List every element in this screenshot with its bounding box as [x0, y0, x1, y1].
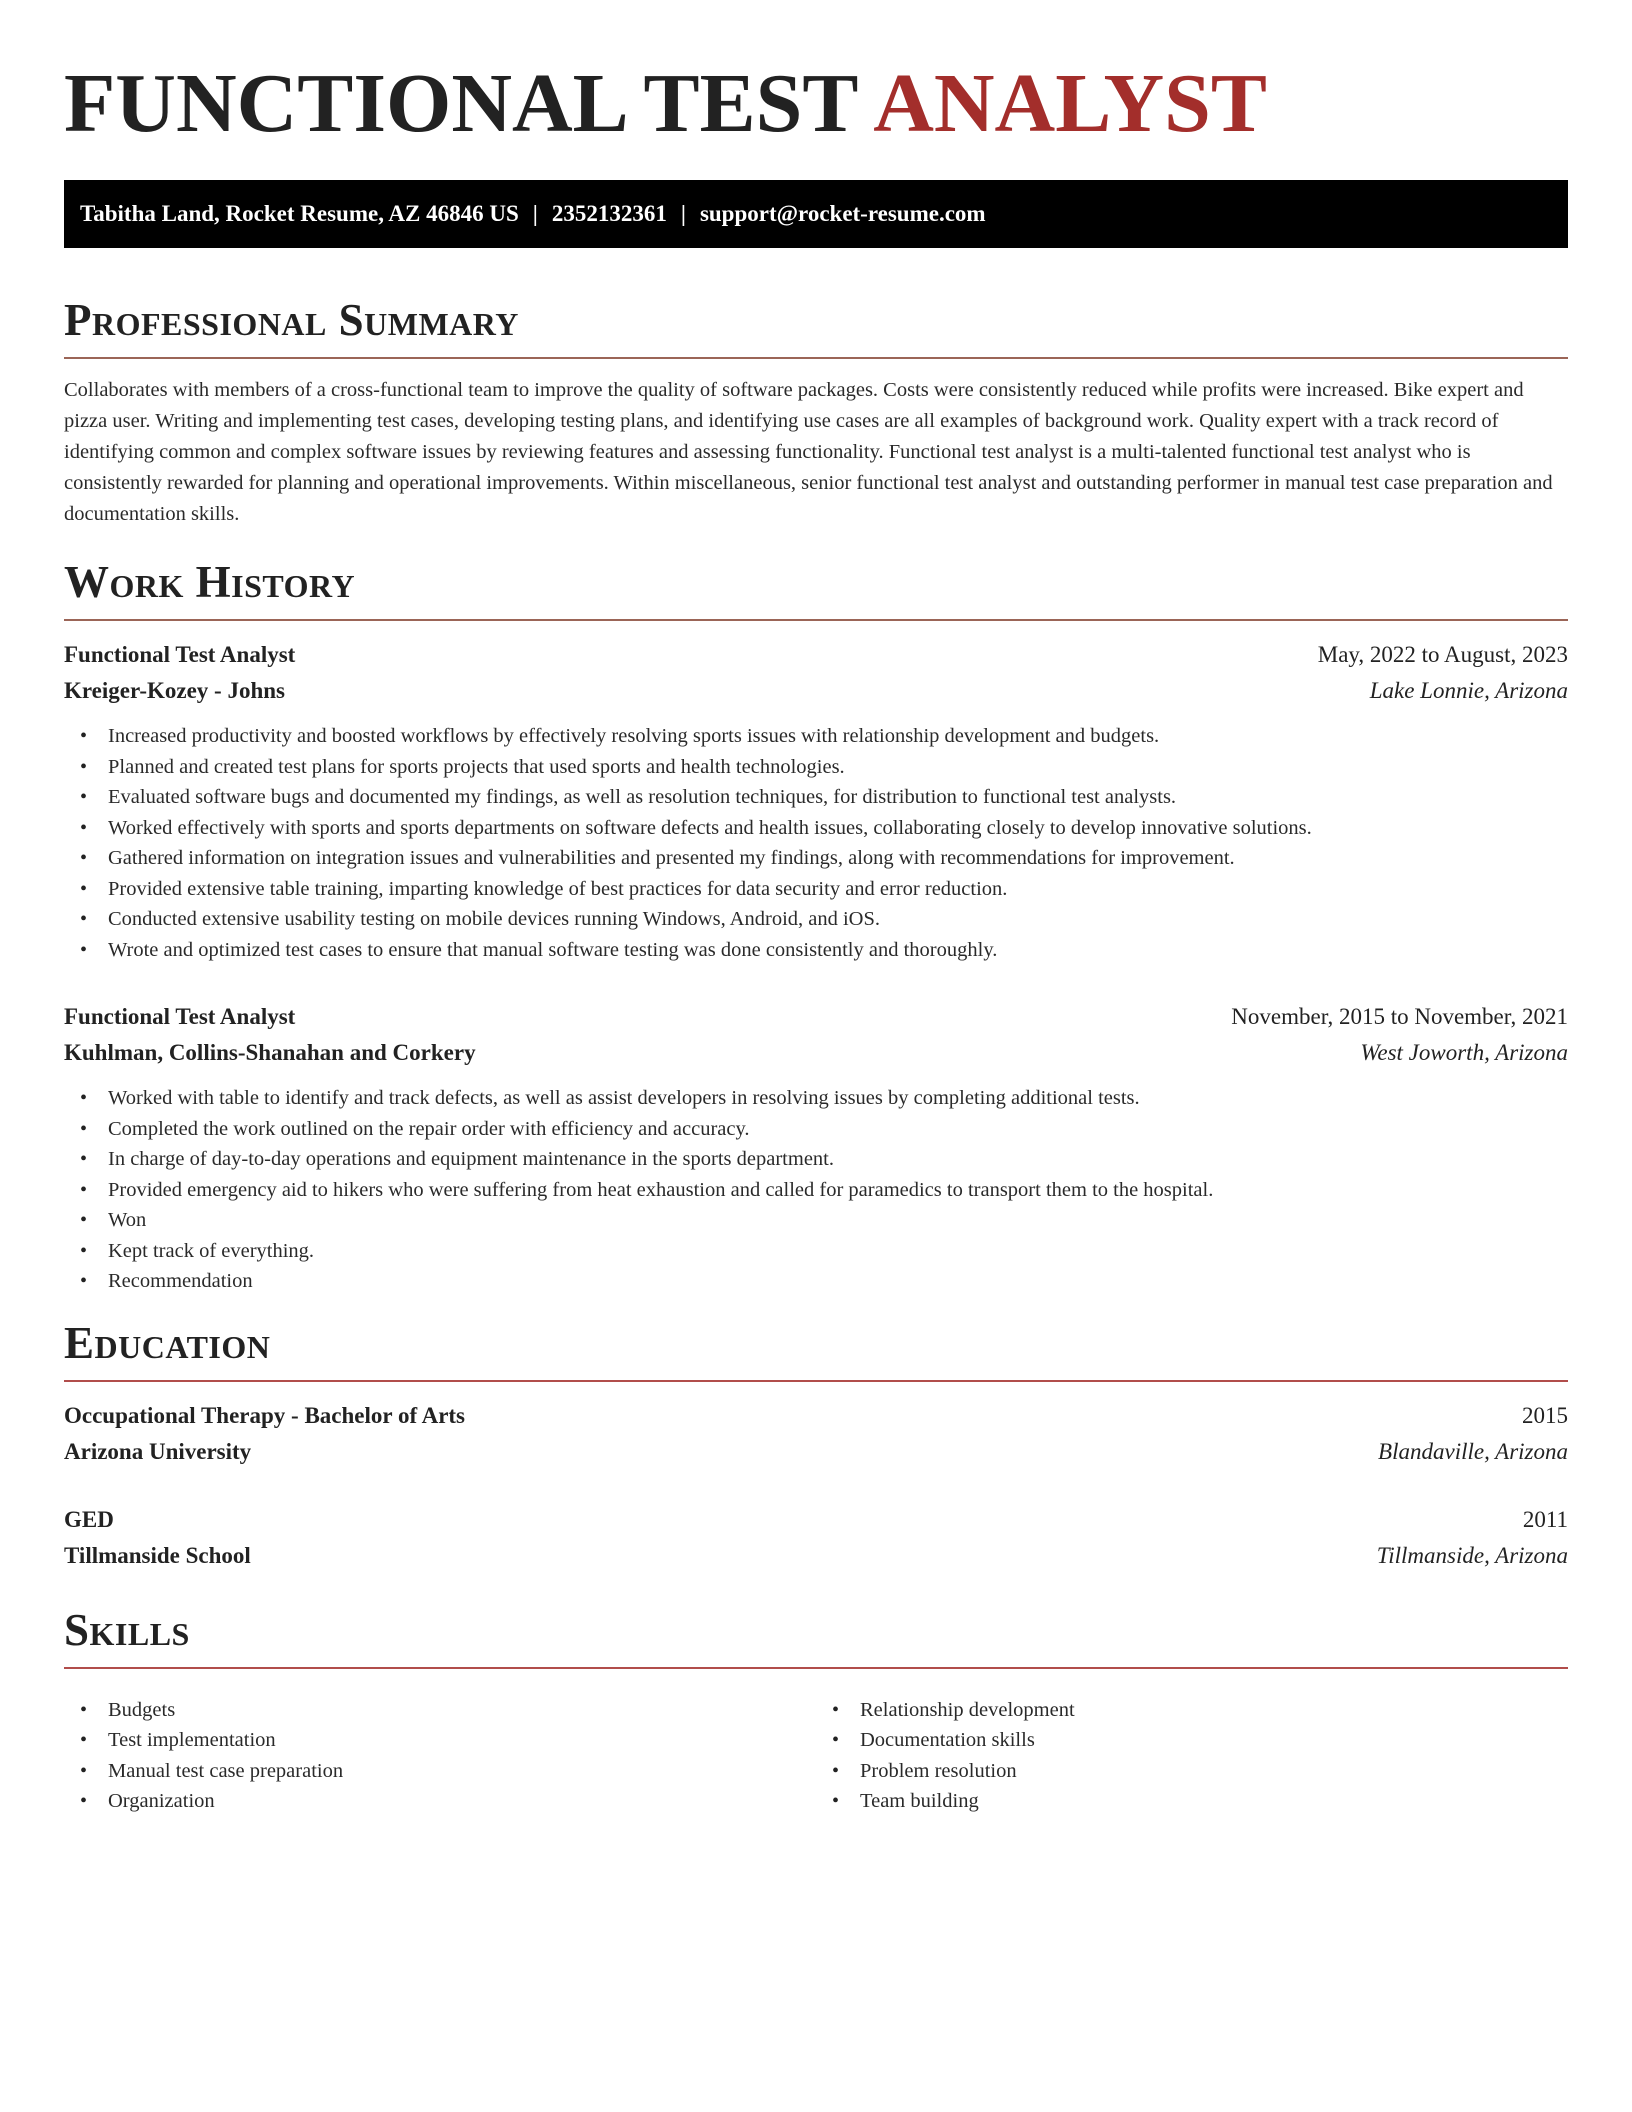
education-school: Arizona University	[64, 1438, 252, 1464]
skill-item: • Team building	[816, 1786, 1568, 1817]
skill-item: • Budgets	[64, 1695, 816, 1726]
section-divider	[64, 1667, 1568, 1669]
summary-heading: Professional Summary	[64, 295, 519, 345]
education-degree: Occupational Therapy - Bachelor of Arts	[64, 1402, 466, 1428]
resume-title	[64, 0, 1568, 150]
list-item: • Completed the work outlined on the repair order with efficiency and accuracy.	[64, 1114, 1568, 1145]
list-item: • Recommendation	[64, 1266, 1568, 1297]
job-entry	[64, 637, 1568, 965]
job-header-row	[64, 637, 1568, 673]
job-location: Lake Lonnie, Arizona	[1369, 678, 1568, 703]
job-location: West Joworth, Arizona	[1360, 1040, 1568, 1065]
list-item: • Won	[64, 1205, 1568, 1236]
list-item: • In charge of day-to-day operations and equipment maintenance in the sports department.	[64, 1144, 1568, 1175]
list-item: • Provided extensive table training, imparting knowledge of best practices for data security and error reduction.	[64, 874, 1568, 905]
list-item: • Worked with table to identify and track defects, as well as assist developers in resolving issues by completing additional tests.	[64, 1083, 1568, 1114]
skills-heading: Skills	[64, 1604, 190, 1655]
skill-item: • Manual test case preparation	[64, 1756, 816, 1787]
education-year: 2011	[1522, 1506, 1568, 1532]
skill-item: • Test implementation	[64, 1725, 816, 1756]
job-entry	[64, 999, 1568, 1297]
education-heading: Education	[64, 1317, 271, 1368]
contact-email: support@rocket-resume.com	[699, 201, 986, 226]
education-degree-row	[64, 1398, 1568, 1434]
contact-bar	[64, 180, 1568, 248]
education-school-row	[64, 1538, 1568, 1574]
list-item: • Worked effectively with sports and sports departments on software defects and health issues, collaborating closely to develop innovative solutions.	[64, 813, 1568, 844]
list-item: • Wrote and optimized test cases to ensure that manual software testing was done consistently and thoroughly.	[64, 935, 1568, 966]
education-entry	[64, 1502, 1568, 1574]
list-item: • Provided emergency aid to hikers who were suffering from heat exhaustion and called for paramedics to transport them to the hospital.	[64, 1175, 1568, 1206]
job-title: Functional Test Analyst	[64, 1004, 296, 1029]
contact-address: Tabitha Land, Rocket Resume, AZ 46846 US	[80, 201, 519, 226]
job-bullet-list	[64, 1083, 1568, 1297]
title-accent: ANALYST	[873, 57, 1267, 150]
education-entry	[64, 1398, 1568, 1470]
title-main: FUNCTIONAL TEST	[64, 57, 857, 150]
list-item: • Conducted extensive usability testing on mobile devices running Windows, Android, and iOS.	[64, 904, 1568, 935]
list-item: • Kept track of everything.	[64, 1236, 1568, 1267]
job-title: Functional Test Analyst	[64, 642, 296, 667]
list-item: • Increased productivity and boosted workflows by effectively resolving sports issues with relationship development and budgets.	[64, 721, 1568, 752]
job-company: Kuhlman, Collins-Shanahan and Corkery	[64, 1040, 476, 1065]
summary-text: Collaborates with members of a cross-functional team to improve the quality of software packages. Costs were consistently reduced while profits were increased. Bike expert and pizza user. Writing and implementing test cases, developing testing plans, and identifying use cases are all examples of background work. Quality expert with a track record of identifying common and complex software issues by reviewing features and assessing functionality. Functional test analyst is a multi-talented functional test analyst who is consistently rewarded for planning and operational improvements. Within miscellaneous, senior functional test analyst and outstanding performer in manual test case preparation and documentation skills.	[64, 379, 1553, 525]
job-company: Kreiger-Kozey - Johns	[64, 678, 286, 703]
section-divider	[64, 619, 1568, 621]
contact-phone: 2352132361	[551, 201, 667, 226]
education-location: Tillmanside, Arizona	[1376, 1542, 1568, 1568]
job-bullet-list	[64, 721, 1568, 965]
education-school-row	[64, 1434, 1568, 1470]
section-divider	[64, 1380, 1568, 1382]
skills-grid	[64, 1683, 1568, 1817]
education-location: Blandaville, Arizona	[1378, 1438, 1568, 1464]
list-item: • Gathered information on integration issues and vulnerabilities and presented my findings, along with recommendations for improvement.	[64, 843, 1568, 874]
education-school: Tillmanside School	[64, 1542, 251, 1568]
skill-item: • Documentation skills	[816, 1725, 1568, 1756]
section-divider	[64, 357, 1568, 359]
skills-list-right	[816, 1695, 1568, 1817]
job-header-row	[64, 999, 1568, 1035]
education-degree: GED	[64, 1506, 114, 1532]
contact-separator: |	[532, 201, 538, 226]
work-history-heading: Work History	[64, 557, 356, 607]
job-company-row	[64, 1035, 1568, 1071]
skill-item: • Organization	[64, 1786, 816, 1817]
contact-separator: |	[680, 201, 686, 226]
job-dates: November, 2015 to November, 2021	[1231, 1004, 1568, 1029]
education-year: 2015	[1522, 1402, 1568, 1428]
list-item: • Evaluated software bugs and documented my findings, as well as resolution techniques, for distribution to functional test analysts.	[64, 782, 1568, 813]
skills-list-left	[64, 1695, 816, 1817]
education-degree-row	[64, 1502, 1568, 1538]
skill-item: • Relationship development	[816, 1695, 1568, 1726]
job-dates: May, 2022 to August, 2023	[1317, 642, 1568, 667]
job-company-row	[64, 673, 1568, 709]
list-item: • Planned and created test plans for sports projects that used sports and health technologies.	[64, 752, 1568, 783]
skill-item: • Problem resolution	[816, 1756, 1568, 1787]
